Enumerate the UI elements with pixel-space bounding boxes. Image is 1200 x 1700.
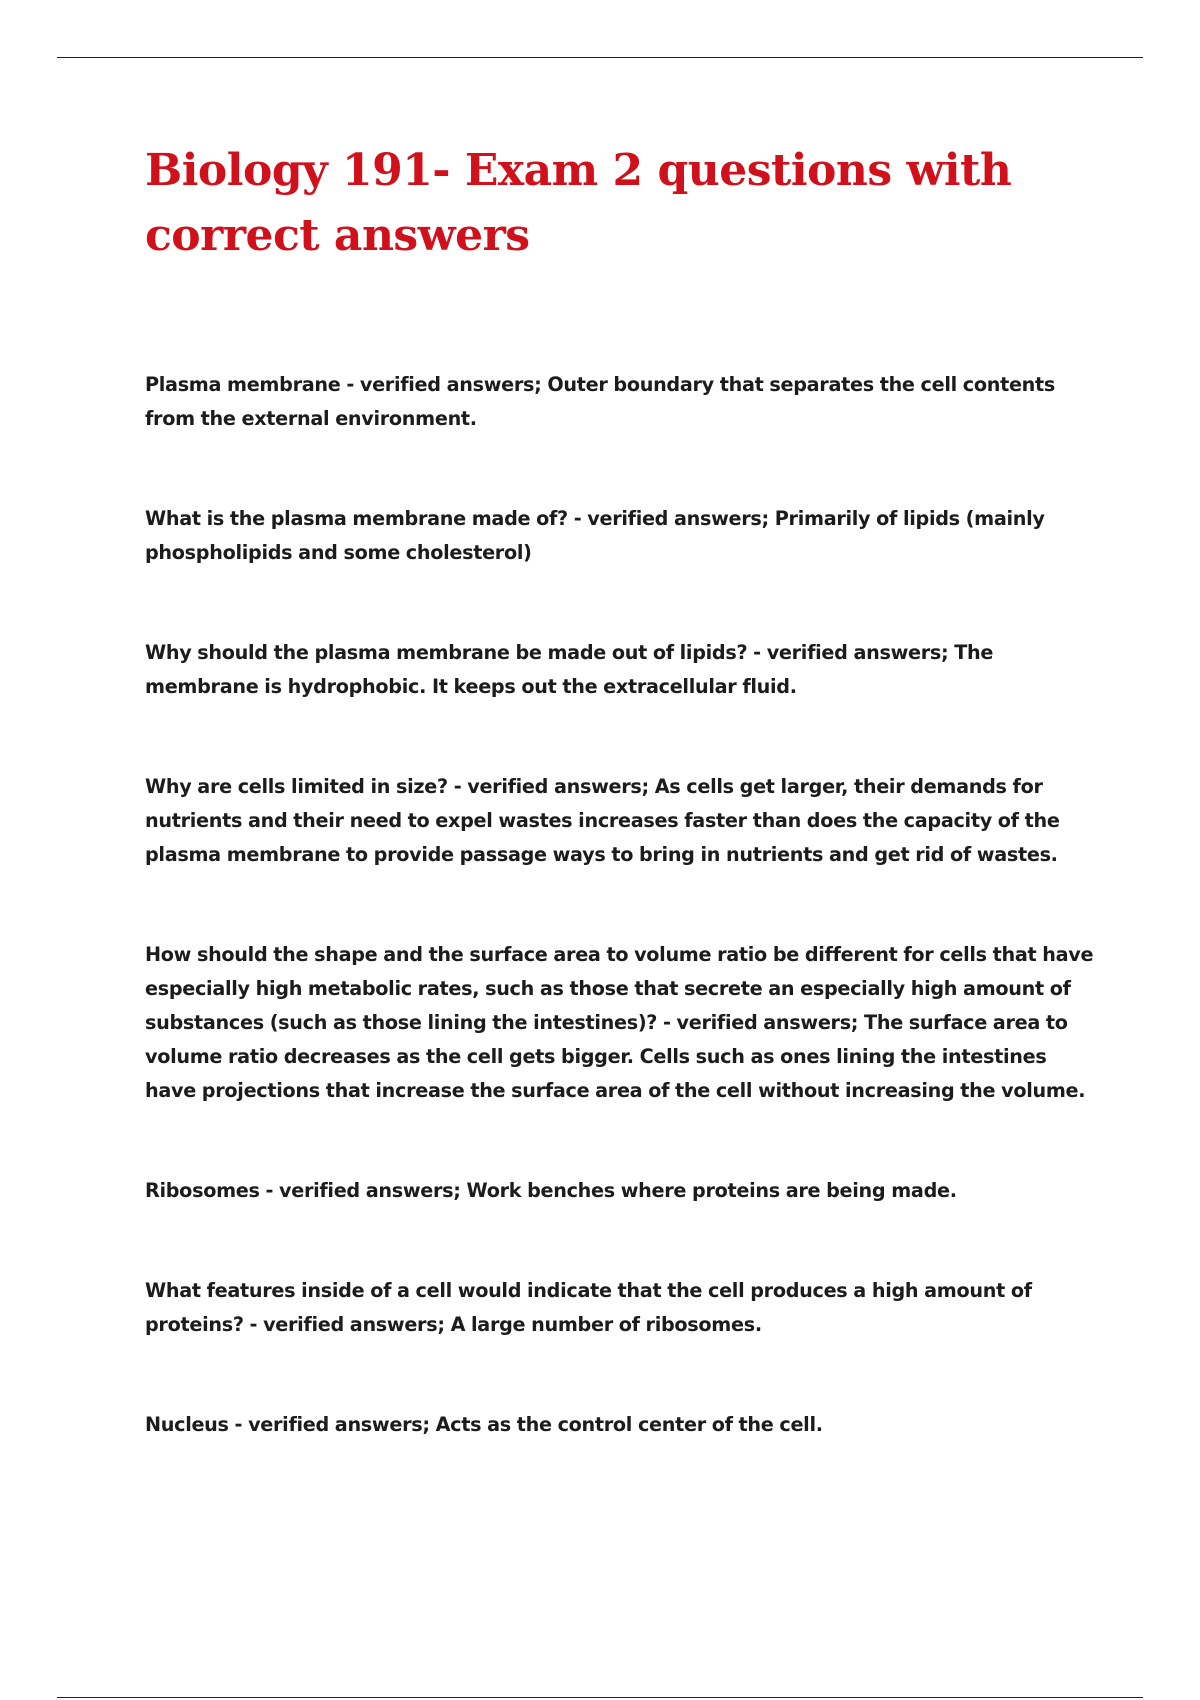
qa-item: Ribosomes - verified answers; Work benches where proteins are being made. <box>145 1179 957 1202</box>
qa-item: Why should the plasma membrane be made out of lipids? - verified answers; The membrane is hydrophobic. It keeps out the extracellular fluid. <box>145 641 994 698</box>
footer-rule <box>57 1697 1143 1698</box>
header-rule <box>57 57 1143 58</box>
qa-list <box>145 368 1095 1508</box>
qa-item: Plasma membrane - verified answers; Outer boundary that separates the cell contents from the external environment. <box>145 373 1056 430</box>
qa-item: What features inside of a cell would indicate that the cell produces a high amount of proteins? - verified answers; A large number of ribosomes. <box>145 1279 1032 1336</box>
qa-item: How should the shape and the surface area to volume ratio be different for cells that have especially high metabolic rates, such as those that secrete an especially high amount of substances (such as those lining the intestines)? - verified answers; The surface area to volume ratio decreases as the cell gets bigger. Cells such as ones lining the intestines have projections that increase the surface area of the cell without increasing the volume. <box>145 943 1094 1102</box>
page-title: Biology 191- Exam 2 questions with correct answers <box>145 145 1012 261</box>
qa-item: Nucleus - verified answers; Acts as the control center of the cell. <box>145 1413 823 1436</box>
qa-item: What is the plasma membrane made of? - verified answers; Primarily of lipids (mainly phospholipids and some cholesterol) <box>145 507 1045 564</box>
qa-item: Why are cells limited in size? - verified answers; As cells get larger, their demands for nutrients and their need to expel wastes increases faster than does the capacity of the plasma membrane to provide passage ways to bring in nutrients and get rid of wastes. <box>145 775 1060 866</box>
